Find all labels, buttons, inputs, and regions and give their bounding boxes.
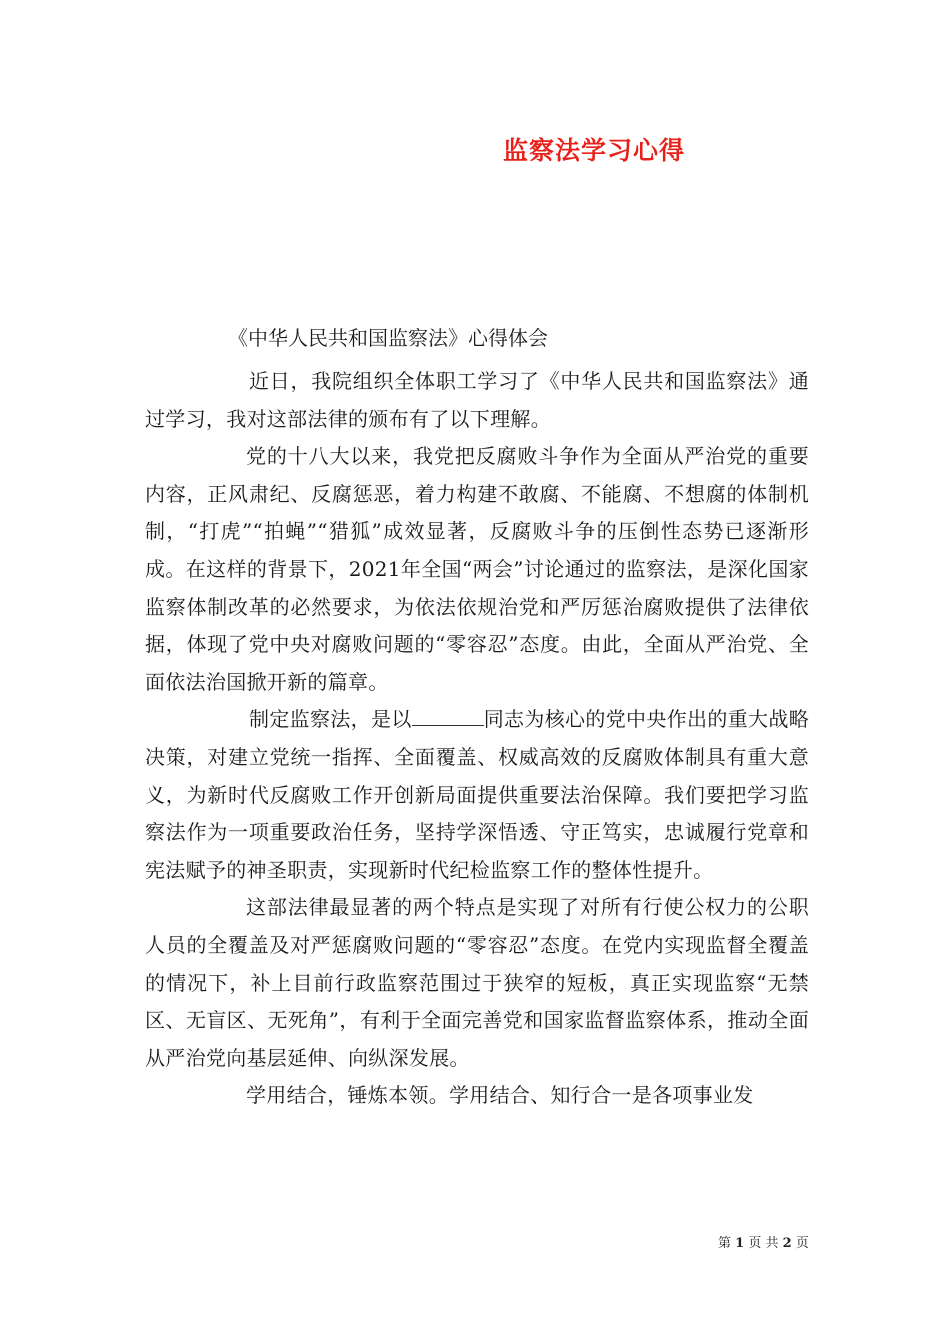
footer-prefix: 第 xyxy=(718,1236,732,1251)
document-title: 监察法学习心得 xyxy=(502,136,685,165)
fill-in-blank xyxy=(412,707,484,726)
paragraph-3-part-2: 同志为核心的党中央作出的重大战略决策，对建立党统一指挥、全面覆盖、权威高效的反腐败体制具有重大意义，为新时代反腐败工作开创新局面提供重要法治保障。我们要把学习监察法作为一项重要政治任务，坚持学深悟透、守正笃实，忠诚履行党章和宪法赋予的神圣职责，实现新时代纪检监察工作的整体性提升。 xyxy=(145,707,809,882)
paragraph-4: 这部法律最显著的两个特点是实现了对所有行使公权力的公职人员的全覆盖及对严惩腐败问题的“零容忍”态度。在党内实现监督全覆盖的情况下，补上目前行政监察范围过于狭窄的短板，真正实现监察“无禁区、无盲区、无死角”，有利于全面完善党和国家监督监察体系，推动全面从严治党向基层延伸、向纵深发展。 xyxy=(145,895,809,1070)
footer-total-pages: 2 xyxy=(782,1236,792,1251)
paragraph-1: 近日，我院组织全体职工学习了《中华人民共和国监察法》通过学习，我对这部法律的颁布有了以下理解。 xyxy=(145,369,809,431)
paragraph-3-part-1: 制定监察法，是以 xyxy=(249,707,412,732)
paragraph-2: 党的十八大以来，我党把反腐败斗争作为全面从严治党的重要内容，正风肃纪、反腐惩恶，着力构建不敢腐、不能腐、不想腐的体制机制，“打虎”“拍蝇”“猎狐”成效显著，反腐败斗争的压倒性态势已逐渐形成。在这样的背景下，2021年全国“两会”讨论通过的监察法，是深化国家监察体制改革的必然要求，为依法依规治党和严厉惩治腐败提供了法律依据，体现了党中央对腐败问题的“零容忍”态度。由此，全面从严治党、全面依法治国掀开新的篇章。 xyxy=(145,444,809,694)
document-body xyxy=(145,363,809,1115)
footer-current-page: 1 xyxy=(735,1236,745,1251)
footer-suffix: 页 xyxy=(795,1236,809,1251)
footer-middle: 页 共 xyxy=(748,1236,779,1251)
paragraph-5: 学用结合，锤炼本领。学用结合、知行合一是各项事业发 xyxy=(246,1083,754,1108)
document-subtitle: 《中华人民共和国监察法》心得体会 xyxy=(228,326,548,350)
paragraph-3 xyxy=(145,701,809,889)
page-footer xyxy=(718,1232,809,1251)
